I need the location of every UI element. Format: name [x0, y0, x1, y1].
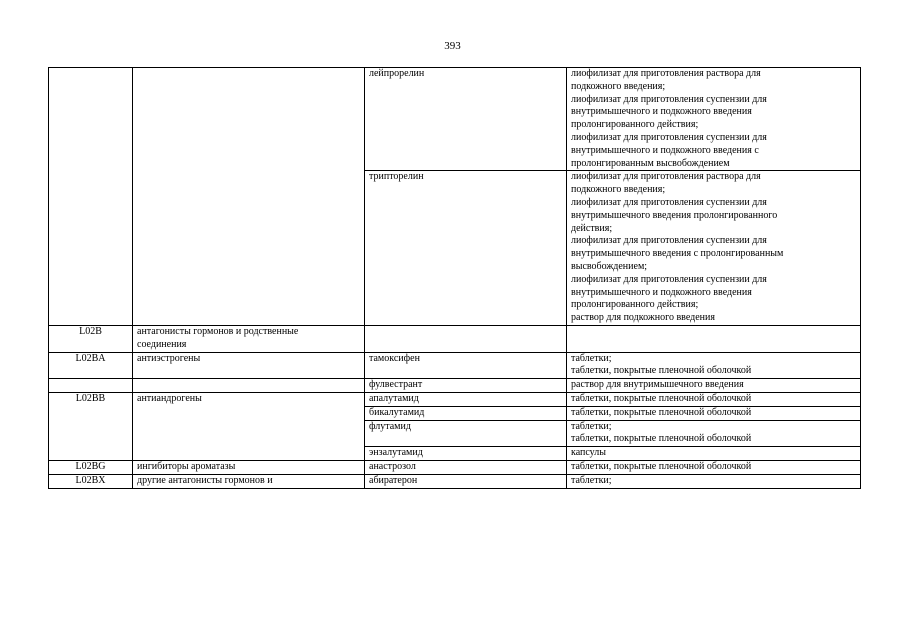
- group-cell: [133, 379, 365, 393]
- atc-code: L02BB: [75, 392, 106, 404]
- form-cell: [567, 392, 861, 406]
- form-cell: [567, 325, 861, 352]
- dosage-form-line: внутримышечного и подкожного введения: [571, 106, 752, 118]
- code-cell: [49, 68, 133, 326]
- form-cell: [567, 406, 861, 420]
- drug-name: трипторелин: [369, 171, 424, 183]
- form-cell: [567, 68, 861, 171]
- code-cell: [49, 460, 133, 474]
- form-cell: [567, 460, 861, 474]
- drug-name: тамоксифен: [369, 352, 420, 364]
- table-row: [49, 352, 861, 379]
- dosage-form-line: лиофилизат для приготовления суспензии для: [571, 235, 767, 247]
- dosage-form-line: раствор для внутримышечного введения: [571, 379, 744, 391]
- dosage-form-line: таблетки, покрытые пленочной оболочкой: [571, 406, 752, 418]
- group-name: ингибиторы ароматазы: [137, 460, 236, 472]
- table-row: [49, 68, 861, 171]
- group-cell: [133, 392, 365, 460]
- dosage-form-line: пролонгированного действия;: [571, 299, 699, 311]
- form-cell: [567, 420, 861, 447]
- dosage-form-line: подкожного введения;: [571, 80, 666, 92]
- dosage-form-line: лиофилизат для приготовления раствора для: [571, 68, 761, 79]
- drug-cell: [365, 447, 567, 461]
- dosage-form-line: таблетки, покрытые пленочной оболочкой: [571, 433, 752, 445]
- group-cell: [133, 68, 365, 326]
- form-cell: [567, 474, 861, 488]
- dosage-form-line: таблетки;: [571, 420, 612, 432]
- drug-cell: [365, 379, 567, 393]
- drug-cell: [365, 171, 567, 326]
- table-row: [49, 325, 861, 352]
- table-row: [49, 379, 861, 393]
- dosage-form-line: действия;: [571, 222, 613, 234]
- drug-cell: [365, 68, 567, 171]
- drug-name: апалутамид: [369, 392, 419, 404]
- dosage-form-line: таблетки;: [571, 474, 612, 486]
- dosage-form-line: внутримышечного введения пролонгированного: [571, 209, 778, 221]
- code-cell: [49, 352, 133, 379]
- atc-code: L02BA: [75, 352, 106, 364]
- drug-name: анастрозол: [369, 460, 416, 472]
- drug-cell: [365, 352, 567, 379]
- dosage-form-line: капсулы: [571, 447, 606, 459]
- group-cell: [133, 474, 365, 488]
- dosage-form-line: таблетки, покрытые пленочной оболочкой: [571, 460, 752, 472]
- dosage-form-line: пролонгированным высвобождением: [571, 157, 730, 169]
- drug-cell: [365, 325, 567, 352]
- dosage-form-line: лиофилизат для приготовления суспензии для: [571, 93, 767, 105]
- dosage-form-line: высвобождением;: [571, 260, 648, 272]
- form-cell: [567, 447, 861, 461]
- dosage-form-line: пролонгированного действия;: [571, 119, 699, 131]
- group-name: антиандрогены: [137, 392, 202, 404]
- drug-cell: [365, 420, 567, 447]
- drug-name: лейпрорелин: [369, 68, 425, 79]
- drug-cell: [365, 406, 567, 420]
- form-cell: [567, 171, 861, 326]
- dosage-form-line: подкожного введения;: [571, 184, 666, 196]
- table-row: [49, 392, 861, 406]
- code-cell: [49, 325, 133, 352]
- group-name: антагонисты гормонов и родственные: [137, 325, 299, 337]
- code-cell: [49, 379, 133, 393]
- drug-name: энзалутамид: [369, 447, 423, 459]
- atc-code: L02B: [79, 325, 102, 337]
- group-name: антиэстрогены: [137, 352, 201, 364]
- dosage-form-line: лиофилизат для приготовления суспензии для: [571, 273, 767, 285]
- page-number: 393: [444, 40, 461, 52]
- drug-table: [48, 67, 861, 489]
- drug-cell: [365, 460, 567, 474]
- drug-name: флутамид: [369, 420, 411, 432]
- form-cell: [567, 379, 861, 393]
- dosage-form-line: таблетки, покрытые пленочной оболочкой: [571, 365, 752, 377]
- drug-name: бикалутамид: [369, 406, 425, 418]
- code-cell: [49, 474, 133, 488]
- dosage-form-line: таблетки, покрытые пленочной оболочкой: [571, 392, 752, 404]
- drug-name: фулвестрант: [369, 379, 423, 391]
- group-cell: [133, 460, 365, 474]
- drug-name: абиратерон: [369, 474, 418, 486]
- drug-cell: [365, 474, 567, 488]
- atc-code: L02BG: [75, 460, 106, 472]
- group-cell: [133, 325, 365, 352]
- drug-cell: [365, 392, 567, 406]
- table-row: [49, 460, 861, 474]
- dosage-form-line: лиофилизат для приготовления суспензии для: [571, 196, 767, 208]
- group-name: другие антагонисты гормонов и: [137, 474, 273, 486]
- dosage-form-line: лиофилизат для приготовления раствора для: [571, 171, 761, 183]
- dosage-form-line: внутримышечного введения с пролонгированным: [571, 248, 784, 260]
- form-cell: [567, 352, 861, 379]
- dosage-form-line: таблетки;: [571, 352, 612, 364]
- dosage-form-line: внутримышечного и подкожного введения: [571, 286, 752, 298]
- group-name: соединения: [137, 338, 187, 350]
- group-cell: [133, 352, 365, 379]
- code-cell: [49, 392, 133, 460]
- atc-code: L02BX: [75, 474, 106, 486]
- dosage-form-line: внутримышечного и подкожного введения с: [571, 144, 759, 156]
- dosage-form-line: лиофилизат для приготовления суспензии для: [571, 131, 767, 143]
- table-row: [49, 474, 861, 488]
- dosage-form-line: раствор для подкожного введения: [571, 312, 715, 324]
